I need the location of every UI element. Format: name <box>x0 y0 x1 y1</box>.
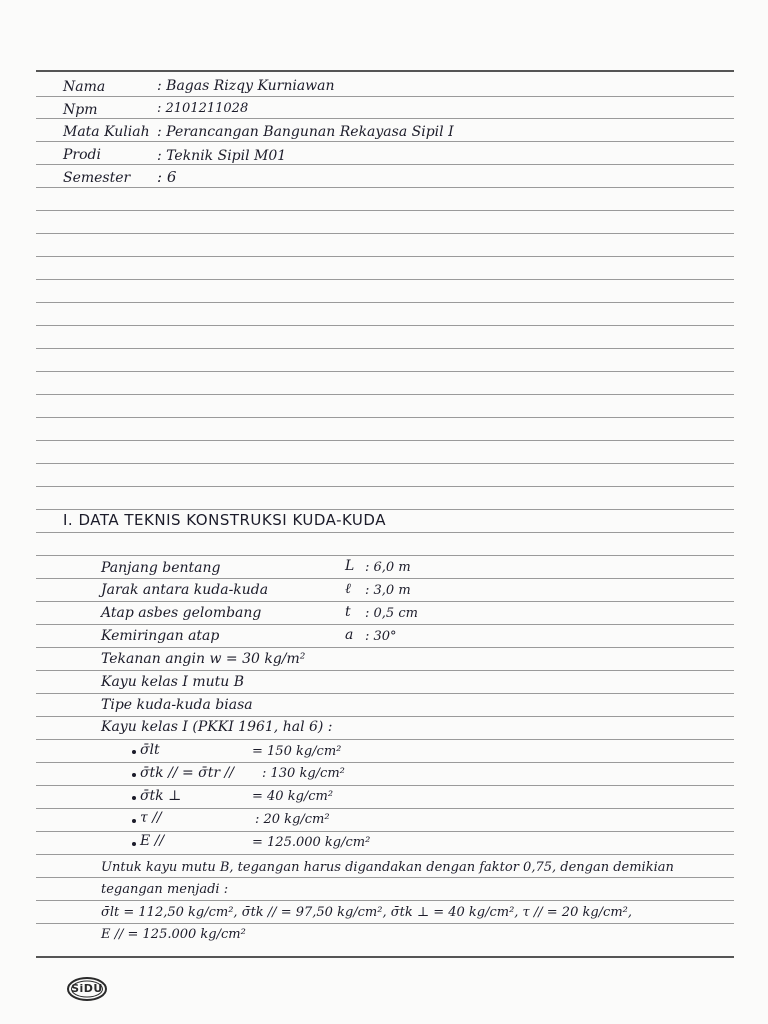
bullet-icon <box>132 796 136 800</box>
spec-symbol: a <box>345 627 354 643</box>
spec-symbol: ℓ <box>345 581 351 597</box>
spec-value: : 3,0 m <box>365 583 411 598</box>
property-name: σ̄tk ⊥ <box>140 788 182 804</box>
bullet-icon <box>132 819 136 823</box>
spec-label: Jarak antara kuda-kuda <box>101 582 269 598</box>
property-value: : 130 kg/cm² <box>262 766 345 781</box>
prodi-value: : Teknik Sipil M01 <box>157 148 287 164</box>
spec-label: Kemiringan atap <box>101 628 220 644</box>
property-value: = 40 kg/cm² <box>252 789 334 804</box>
spec-label: Panjang bentang <box>101 560 221 576</box>
bullet-icon <box>132 842 136 846</box>
section-heading: I. DATA TEKNIS KONSTRUKSI KUDA-KUDA <box>63 511 386 529</box>
bullet-icon <box>132 773 136 777</box>
property-name: τ // <box>140 810 162 826</box>
matkul-label: Mata Kuliah <box>63 124 150 140</box>
tekanan-angin: Tekanan angin w = 30 kg/m² <box>101 651 306 667</box>
nama-label: Nama <box>63 79 106 95</box>
property-name: E // <box>140 833 165 849</box>
paragraph-line-2: tegangan menjadi : <box>101 882 229 897</box>
semester-value: : 6 <box>157 168 177 186</box>
bullet-icon <box>132 750 136 754</box>
npm-value: : 2101211028 <box>157 101 249 116</box>
property-value: = 150 kg/cm² <box>252 744 342 759</box>
property-name: σ̄lt <box>140 742 160 758</box>
paragraph-line-1: Untuk kayu mutu B, tegangan harus digandakan dengan faktor 0,75, dengan demikian <box>101 860 674 875</box>
sidu-logo <box>66 976 108 1002</box>
semester-label: Semester <box>63 170 131 186</box>
npm-label: Npm <box>63 102 98 118</box>
property-name: σ̄tk // = σ̄tr // <box>140 765 234 781</box>
spec-value: : 0,5 cm <box>365 606 418 621</box>
pkki-line: Kayu kelas I (PKKI 1961, hal 6) : <box>101 719 333 735</box>
spec-symbol: t <box>345 604 351 620</box>
spec-value: : 30° <box>365 629 397 644</box>
prodi-label: Prodi <box>63 147 101 163</box>
property-value: : 20 kg/cm² <box>255 812 330 827</box>
spec-label: Atap asbes gelombang <box>101 605 262 621</box>
kayu-kelas: Kayu kelas I mutu B <box>101 674 245 690</box>
nama-value: : Bagas Rizqy Kurniawan <box>157 78 335 94</box>
logo-text: SiDU <box>71 982 103 995</box>
paragraph-line-4: E // = 125.000 kg/cm² <box>101 927 246 942</box>
spec-value: : 6,0 m <box>365 560 411 575</box>
paragraph-line-3: σ̄lt = 112,50 kg/cm², σ̄tk // = 97,50 kg/cm², σ̄tk ⊥ = 40 kg/cm², τ // = 20 kg/cm², <box>101 905 633 920</box>
matkul-value: : Perancangan Bangunan Rekayasa Sipil I <box>157 124 454 140</box>
tipe-kuda-kuda: Tipe kuda-kuda biasa <box>101 697 253 713</box>
property-value: = 125.000 kg/cm² <box>252 835 371 850</box>
spec-symbol: L <box>345 558 355 574</box>
